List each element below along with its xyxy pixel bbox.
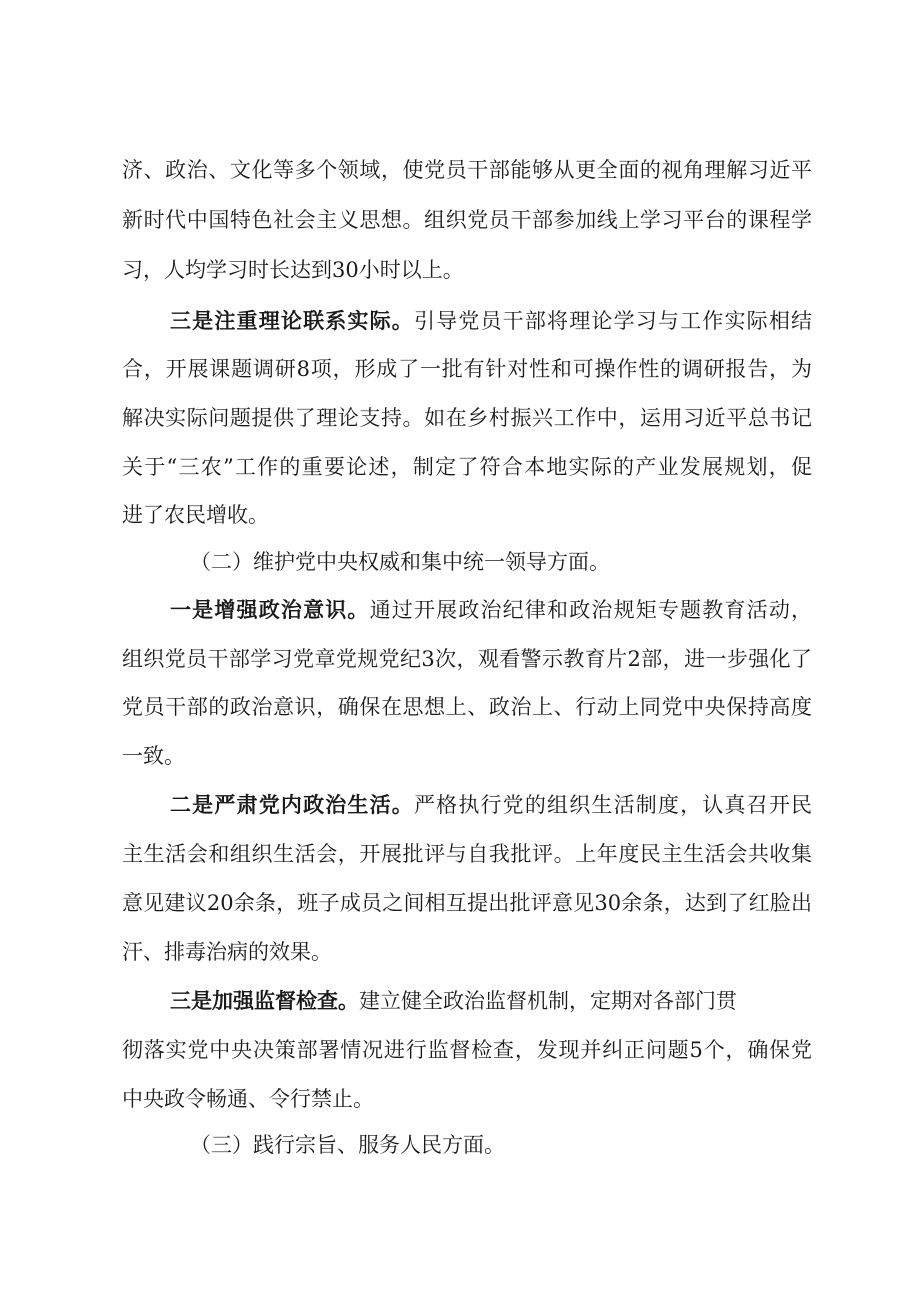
paragraph-line: 一致。 [122, 744, 185, 768]
paragraph-lead: 一是增强政治意识。 [170, 597, 370, 622]
paragraph-line: 习，人均学习时长达到30小时以上。 [122, 258, 464, 282]
paragraph-text: 引导党员干部将理论学习与工作实际相结 [413, 309, 812, 333]
paragraph-line: 汗、排毒治病的效果。 [122, 940, 332, 964]
paragraph-line: 中央政令畅通、令行禁止。 [122, 1087, 374, 1111]
paragraph-first-line [170, 790, 812, 820]
paragraph-line: 关于“三农”工作的重要论述，制定了符合本地实际的产业发展规划，促 [122, 455, 812, 479]
paragraph-lead: 三是注重理论联系实际。 [170, 308, 414, 333]
paragraph-line: 进了农民增收。 [122, 503, 269, 527]
paragraph-first-line [170, 306, 812, 336]
section-heading: （三）践行宗旨、服务人民方面。 [190, 1133, 505, 1157]
paragraph-text: 严格执行党的组织生活制度，认真召开民 [413, 793, 812, 817]
section-heading: （二）维护党中央权威和集中统一领导方面。 [190, 550, 610, 574]
paragraph-line: 合，开展课题调研8项，形成了一批有针对性和可操作性的调研报告，为 [122, 357, 812, 381]
paragraph-lead: 二是严肃党内政治生活。 [170, 792, 414, 817]
paragraph-text: 通过开展政治纪律和政治规矩专题教育活动， [369, 598, 812, 622]
paragraph-line: 组织党员干部学习党章党规党纪3次，观看警示教育片2部，进一步强化了 [122, 647, 812, 671]
paragraph-line: 解决实际问题提供了理论支持。如在乡村振兴工作中，运用习近平总书记 [122, 406, 812, 430]
paragraph-line: 主生活会和组织生活会，开展批评与自我批评。上年度民主生活会共收集 [122, 842, 812, 866]
paragraph-line: 党员干部的政治意识，确保在思想上、政治上、行动上同党中央保持高度 [122, 695, 812, 719]
paragraph-lead: 三是加强监督检查。 [170, 988, 359, 1013]
paragraph-line: 意见建议20余条，班子成员之间相互提出批评意见30余条，达到了红脸出 [122, 891, 812, 915]
paragraph-line: 济、政治、文化等多个领域，使党员干部能够从更全面的视角理解习近平 [122, 158, 812, 182]
paragraph-text: 建立健全政治监督机制，定期对各部门贯 [359, 989, 737, 1013]
paragraph-first-line [170, 986, 812, 1016]
paragraph-line: 新时代中国特色社会主义思想。组织党员干部参加线上学习平台的课程学 [122, 208, 812, 232]
paragraph-line: 彻落实党中央决策部署情况进行监督检查，发现并纠正问题5个，确保党 [122, 1038, 812, 1062]
paragraph-first-line [170, 595, 812, 625]
